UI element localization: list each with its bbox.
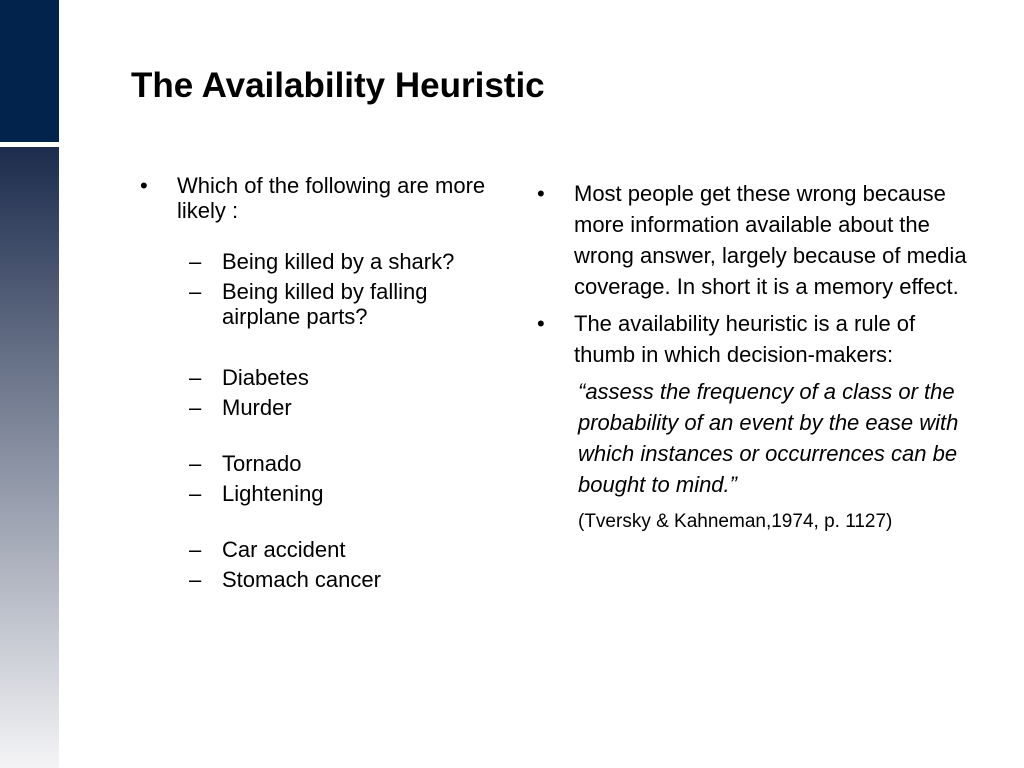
dash-icon: –	[189, 279, 202, 304]
option-group-3	[140, 451, 510, 506]
list-item: – Murder	[189, 395, 292, 420]
dash-icon: –	[189, 567, 202, 592]
dash-icon: –	[189, 481, 202, 506]
side-bar-gradient	[0, 147, 59, 768]
dash-icon: –	[189, 537, 202, 562]
bullet-dot-icon: •	[537, 181, 545, 206]
dash-icon: –	[189, 249, 202, 274]
list-item: – Being killed by falling airplane parts?	[189, 279, 428, 329]
list-item: – Tornado	[189, 451, 302, 476]
option-group-4	[140, 537, 510, 592]
option-group-2	[140, 365, 510, 420]
right-column	[537, 178, 977, 534]
bullet-definition: • The availability heuristic is a rule of thumb in which decision-makers:	[537, 308, 977, 370]
list-item: – Diabetes	[189, 365, 309, 390]
option-group-1	[140, 249, 510, 329]
list-item: – Being killed by a shark?	[189, 249, 455, 274]
bullet-question	[140, 173, 510, 223]
list-item: – Stomach cancer	[189, 567, 381, 592]
list-item: – Car accident	[189, 537, 346, 562]
definition-quote: “assess the frequency of a class or the probability of an event by the ease with which instances or occurrences can be bought to mind.”	[578, 379, 959, 497]
side-bar-accent	[0, 0, 59, 142]
citation: (Tversky & Kahneman,1974, p. 1127)	[578, 511, 893, 532]
list-item: – Lightening	[189, 481, 324, 506]
left-column	[140, 173, 510, 592]
bullet-dot-icon: •	[537, 311, 545, 336]
slide-title: The Availability Heuristic	[131, 66, 545, 105]
dash-icon: –	[189, 365, 202, 390]
dash-icon: –	[189, 395, 202, 420]
bullet-explanation: • Most people get these wrong because more information available about the wrong answer, largely because of media coverage. In short it is a memory effect.	[537, 178, 977, 302]
dash-icon: –	[189, 451, 202, 476]
bullet-dot-icon: •	[140, 173, 148, 198]
bullet-question-text: Which of the following are more likely :	[177, 173, 486, 223]
